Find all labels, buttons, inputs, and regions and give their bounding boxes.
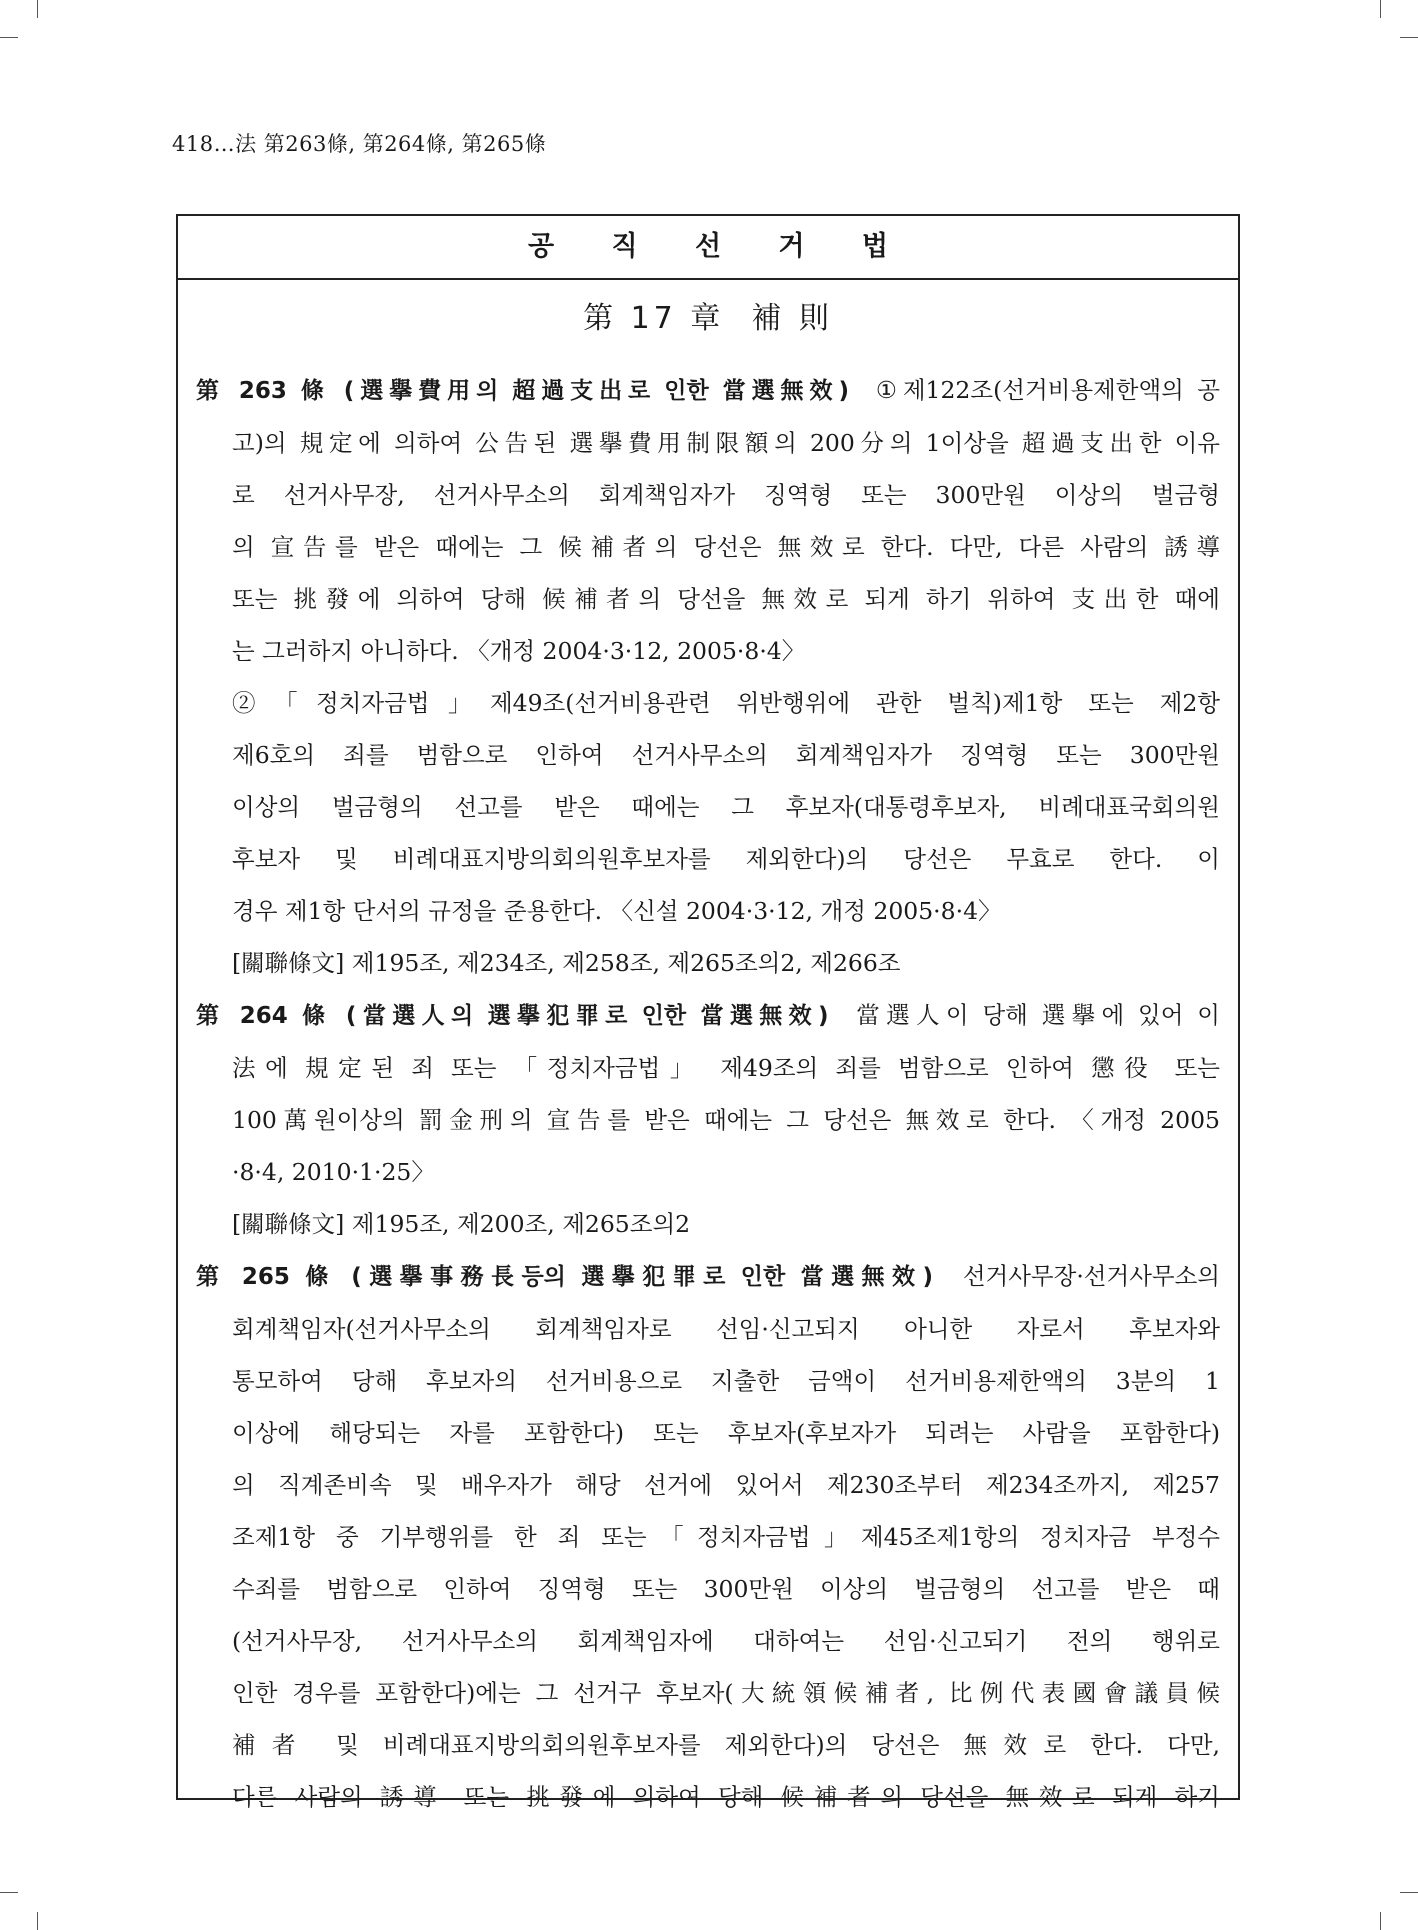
article-line: 인한 경우를 포함한다)에는 그 선거구 후보자(大統領候補者, 比例代表國會議員候 <box>232 1679 1220 1707</box>
crop-mark <box>0 1892 18 1893</box>
article-line: 경우 제1항 단서의 규정을 준용한다. 〈신설 2004·3·12, 개정 2005·8·4〉 <box>232 897 1002 925</box>
article-line: 100萬원이상의 罰金刑의 宣告를 받은 때에는 그 당선은 無效로 한다. 〈개정 2005 <box>232 1106 1220 1134</box>
article-text: 선거사무장·선거사무소의 <box>962 1262 1220 1290</box>
article-line: 수죄를 범함으로 인하여 징역형 또는 300만원 이상의 벌금형의 선고를 받은 때 <box>232 1575 1220 1603</box>
article-line: (선거사무장, 선거사무소의 회계책임자에 대하여는 선임·신고되기 전의 행위로 <box>232 1627 1220 1655</box>
article-line: 의 宣告를 받은 때에는 그 候補者의 당선은 無效로 한다. 다만, 다른 사람의 誘導 <box>232 533 1220 561</box>
article-264 <box>196 989 1220 1250</box>
article-line: 또는 挑發에 의하여 당해 候補者의 당선을 無效로 되게 하기 위하여 支出한 때에 <box>232 585 1220 613</box>
chapter-title: 第 17 章 補 則 <box>583 301 833 336</box>
article-line: 고)의 規定에 의하여 公告된 選擧費用制限額의 200分의 1이상을 超過支出한 이유 <box>232 429 1220 457</box>
article-line: ②「정치자금법」제49조(선거비용관련 위반행위에 관한 벌칙)제1항 또는 제2항 <box>232 689 1220 717</box>
crop-mark <box>1380 1912 1381 1930</box>
article-line: 補者 및 비례대표지방의회의원후보자를 제외한다)의 당선은 無效로 한다. 다만, <box>232 1731 1220 1759</box>
article-line: 회계책임자(선거사무소의 회계책임자로 선임·신고되지 아니한 자로서 후보자와 <box>232 1315 1220 1343</box>
article-line: 이상의 벌금형의 선고를 받은 때에는 그 후보자(대통령후보자, 비례대표국회의원 <box>232 793 1220 821</box>
article-heading: 第 263 條 (選擧費用의 超過支出로 인한 當選無效) <box>196 378 849 404</box>
article-line: 제6호의 죄를 범함으로 인하여 선거사무소의 회계책임자가 징역형 또는 300만원 <box>232 741 1220 769</box>
crop-mark <box>1400 1892 1418 1893</box>
law-box <box>176 214 1240 1811</box>
article-first-line <box>196 1250 1220 1303</box>
crop-mark <box>37 1912 38 1930</box>
article-line: ·8·4, 2010·1·25〉 <box>232 1158 435 1186</box>
running-head: 418…法 第263條, 第264條, 第265條 <box>172 132 547 156</box>
related-articles: [關聯條文] 제195조, 제200조, 제265조의2 <box>232 1210 691 1238</box>
article-line: 조제1항 중 기부행위를 한 죄 또는「정치자금법」제45조제1항의 정치자금 부정수 <box>232 1523 1220 1551</box>
article-text: ①제122조(선거비용제한액의 공 <box>875 376 1220 404</box>
crop-mark <box>1380 0 1381 18</box>
article-text: 當選人이 당해 選擧에 있어 이 <box>856 1001 1220 1029</box>
article-heading: 第 264 條 (當選人의 選擧犯罪로 인한 當選無效) <box>196 1003 829 1029</box>
related-articles: [關聯條文] 제195조, 제234조, 제258조, 제265조의2, 제266조 <box>232 949 901 977</box>
article-first-line <box>196 989 1220 1042</box>
article-line: 이상에 해당되는 자를 포함한다) 또는 후보자(후보자가 되려는 사람을 포함한다) <box>232 1419 1220 1447</box>
article-heading: 第 265 條 (選擧事務長등의 選擧犯罪로 인한 當選無效) <box>196 1264 933 1290</box>
article-first-line <box>196 364 1220 417</box>
article-line: 통모하여 당해 후보자의 선거비용으로 지출한 금액이 선거비용제한액의 3분의 1 <box>232 1367 1220 1395</box>
article-line: 후보자 및 비례대표지방의회의원후보자를 제외한다)의 당선은 무효로 한다. 이 <box>232 845 1220 873</box>
article-263 <box>196 364 1220 989</box>
law-title: 공 직 선 거 법 <box>178 216 1238 280</box>
crop-mark <box>1400 37 1418 38</box>
article-line: 다른 사람의 誘導 또는 挑發에 의하여 당해 候補者의 당선을 無效로 되게 하기 <box>232 1783 1220 1811</box>
law-body <box>178 342 1238 1823</box>
article-line: 法에 規定된 죄 또는 「정치자금법」 제49조의 죄를 범함으로 인하여 懲役 또는 <box>232 1054 1220 1082</box>
article-line: 로 선거사무장, 선거사무소의 회계책임자가 징역형 또는 300만원 이상의 벌금형 <box>232 481 1220 509</box>
crop-mark <box>37 0 38 18</box>
article-line: 는 그러하지 아니하다. 〈개정 2004·3·12, 2005·8·4〉 <box>232 637 806 665</box>
article-265 <box>196 1250 1220 1823</box>
article-line: 의 직계존비속 및 배우자가 해당 선거에 있어서 제230조부터 제234조까지, 제257 <box>232 1471 1220 1499</box>
crop-mark <box>0 37 18 38</box>
